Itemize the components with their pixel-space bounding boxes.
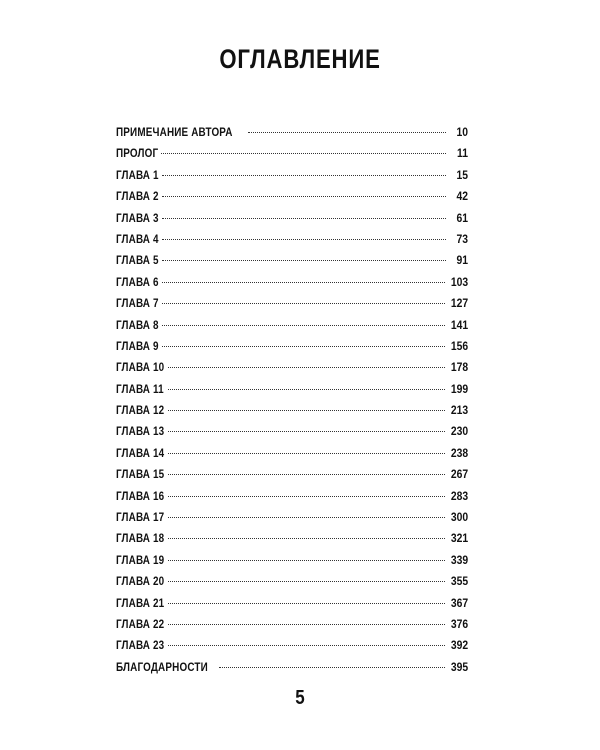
toc-entry-page: 127 [450, 298, 468, 311]
toc-entry-label: ГЛАВА 2 [116, 191, 159, 204]
toc-entry-label: ГЛАВА 23 [116, 640, 165, 653]
toc-entry-label: ГЛАВА 13 [116, 426, 165, 439]
toc-entry-page: 339 [450, 554, 468, 567]
dot-leader [162, 260, 446, 261]
page-title: ОГЛАВЛЕНИЕ [219, 44, 381, 74]
toc-entry-label: ГЛАВА 11 [116, 383, 164, 396]
toc-entry [116, 341, 468, 362]
dot-leader [168, 581, 445, 582]
toc-entry-page: 141 [450, 319, 468, 332]
toc-entry-label: ГЛАВА 16 [116, 490, 165, 503]
toc-entry [116, 662, 468, 683]
toc-entry [116, 533, 468, 554]
toc-entry-page: 367 [450, 597, 468, 610]
toc-entry [116, 469, 468, 490]
dot-leader [168, 496, 445, 497]
dot-leader [162, 175, 446, 176]
dot-leader [168, 517, 445, 518]
toc-entry-label: ГЛАВА 14 [116, 447, 165, 460]
toc-entry [116, 619, 468, 640]
toc-entry-label: ГЛАВА 9 [116, 340, 159, 353]
toc-entry-page: 213 [450, 405, 468, 418]
toc-entry-page: 61 [456, 212, 468, 225]
dot-leader [162, 196, 446, 197]
toc-entry-page: 11 [457, 148, 468, 161]
toc-entry [116, 234, 468, 255]
dot-leader [168, 410, 445, 411]
toc-entry-page: 10 [456, 127, 468, 139]
toc-entry [116, 277, 468, 298]
toc-entry-page: 199 [450, 383, 468, 396]
toc-entry-label: ГЛАВА 12 [116, 405, 165, 418]
toc-entry-page: 178 [450, 362, 468, 375]
dot-leader [168, 603, 445, 604]
toc-entry-label: БЛАГОДАРНОСТИ [116, 661, 208, 674]
dot-leader [168, 389, 445, 390]
toc-entry-page: 283 [450, 490, 468, 503]
dot-leader [248, 132, 447, 133]
dot-leader [162, 218, 446, 219]
toc-entry-page: 103 [450, 276, 468, 289]
table-of-contents [116, 127, 468, 683]
toc-entry [116, 426, 468, 447]
toc-entry-label: ГЛАВА 10 [116, 362, 165, 375]
toc-entry-label: ГЛАВА 18 [116, 533, 165, 546]
toc-entry [116, 127, 468, 148]
toc-entry [116, 298, 468, 319]
toc-entry-page: 395 [450, 661, 468, 674]
toc-entry [116, 255, 468, 276]
toc-entry [116, 170, 468, 191]
toc-entry-label: ГЛАВА 6 [116, 276, 159, 289]
toc-entry-page: 238 [450, 447, 468, 460]
toc-entry-label: ГЛАВА 1 [116, 169, 159, 182]
toc-entry-page: 15 [456, 169, 468, 182]
toc-entry [116, 491, 468, 512]
toc-entry-label: ПРИМЕЧАНИЕ АВТОРА [116, 127, 233, 139]
toc-entry-page: 156 [450, 340, 468, 353]
toc-entry-label: ГЛАВА 5 [116, 255, 159, 268]
toc-entry-page: 73 [456, 233, 468, 246]
toc-entry [116, 576, 468, 597]
toc-entry [116, 213, 468, 234]
toc-entry-page: 392 [450, 640, 468, 653]
dot-leader [168, 645, 445, 646]
toc-entry-page: 355 [450, 576, 468, 589]
toc-entry-label: ГЛАВА 17 [116, 512, 165, 525]
toc-entry-label: ГЛАВА 22 [116, 618, 165, 631]
dot-leader [219, 667, 445, 668]
toc-entry [116, 448, 468, 469]
toc-entry-page: 230 [450, 426, 468, 439]
toc-entry [116, 598, 468, 619]
toc-entry-label: ГЛАВА 3 [116, 212, 159, 225]
toc-entry [116, 148, 468, 169]
toc-entry [116, 405, 468, 426]
toc-entry-label: ГЛАВА 8 [116, 319, 159, 332]
dot-leader [168, 453, 445, 454]
page-number: 5 [295, 687, 305, 709]
dot-leader [168, 624, 445, 625]
dot-leader [168, 431, 445, 432]
toc-entry-page: 321 [450, 533, 468, 546]
dot-leader [162, 303, 445, 304]
dot-leader [162, 239, 446, 240]
toc-entry-page: 267 [450, 469, 468, 482]
dot-leader [162, 282, 445, 283]
toc-entry-label: ГЛАВА 15 [116, 469, 165, 482]
toc-entry [116, 555, 468, 576]
toc-entry-label: ГЛАВА 7 [116, 298, 159, 311]
dot-leader [168, 538, 445, 539]
toc-entry [116, 512, 468, 533]
toc-entry-page: 91 [456, 255, 468, 268]
toc-entry-label: ГЛАВА 20 [116, 576, 165, 589]
dot-leader [168, 474, 445, 475]
toc-entry-page: 42 [456, 191, 468, 204]
toc-entry [116, 191, 468, 212]
toc-entry-page: 300 [450, 512, 468, 525]
dot-leader [162, 325, 445, 326]
toc-entry [116, 362, 468, 383]
dot-leader [162, 346, 445, 347]
dot-leader [168, 367, 445, 368]
toc-entry-label: ГЛАВА 21 [116, 597, 165, 610]
toc-entry-page: 376 [450, 618, 468, 631]
toc-entry-label: ПРОЛОГ [116, 148, 159, 161]
dot-leader [168, 560, 445, 561]
toc-entry-label: ГЛАВА 4 [116, 233, 159, 246]
toc-entry [116, 640, 468, 661]
toc-entry [116, 320, 468, 341]
toc-entry-label: ГЛАВА 19 [116, 554, 165, 567]
toc-entry [116, 384, 468, 405]
dot-leader [161, 153, 446, 154]
